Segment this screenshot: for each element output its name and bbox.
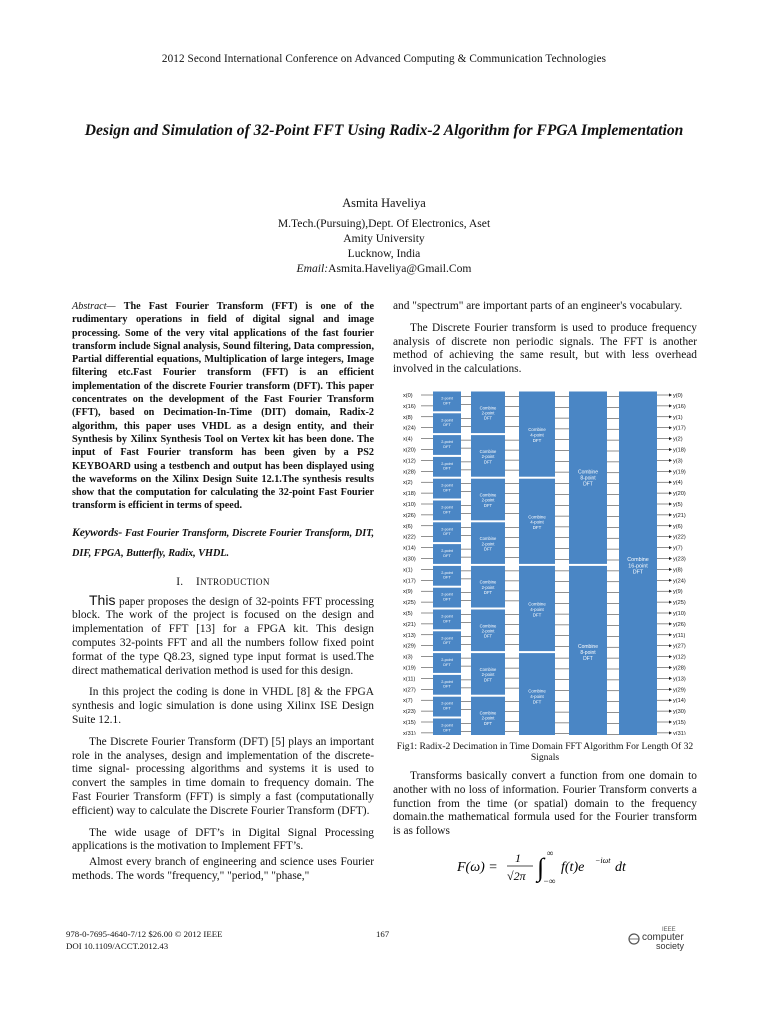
output-label: y(4) [673, 480, 683, 487]
right-column [393, 300, 697, 891]
output-label: y(18) [673, 447, 686, 454]
section-title-first: I [196, 575, 201, 588]
fft-diagram [401, 385, 691, 735]
input-label: x(16) [403, 403, 416, 410]
input-label: x(31) [403, 730, 416, 735]
footer-isbn: 978-0-7695-4640-7/12 $26.00 © 2012 IEEE [66, 929, 223, 939]
output-label: y(12) [673, 654, 686, 661]
input-label: x(22) [403, 534, 416, 541]
output-label: y(21) [673, 512, 686, 519]
output-label: y(27) [673, 643, 686, 650]
output-label: y(15) [673, 719, 686, 726]
output-arrow-icon [669, 437, 672, 440]
output-arrow-icon [669, 502, 672, 505]
fourier-formula [393, 847, 697, 891]
output-arrow-icon [669, 426, 672, 429]
formula-upper-limit: ∞ [547, 847, 554, 858]
stage1-dft-label: 2-point DFT [441, 461, 453, 471]
formula-numerator: 1 [515, 850, 521, 865]
output-arrow-icon [669, 644, 672, 647]
affiliation-university: Amity University [343, 232, 425, 245]
output-label: y(14) [673, 698, 686, 705]
output-label: y(5) [673, 501, 683, 508]
keywords-label: Keywords- [72, 525, 123, 539]
formula-integral: ∫ [537, 852, 545, 882]
stage3-combine-label: Combine 4-point DFT [528, 601, 546, 618]
output-arrow-icon [669, 491, 672, 494]
output-arrow-icon [669, 448, 672, 451]
output-label: y(3) [673, 458, 683, 465]
stage2-combine-label: Combine 2-point DFT [479, 623, 497, 639]
intro-first-word: This [89, 591, 116, 608]
stage3-combine-label: Combine 4-point DFT [528, 688, 546, 705]
formula-lhs: F(ω) = [457, 859, 498, 875]
output-arrow-icon [669, 404, 672, 407]
author-name: Asmita Haveliya [342, 196, 426, 210]
output-label: y(8) [673, 567, 683, 574]
formula-exponent: −iωt [595, 855, 611, 865]
input-label: x(6) [403, 523, 413, 530]
abstract-text: The Fast Fourier Transform (FFT) is one of the rudimentary operations in field of digital signal and image processing. Some of the very vital applications of the fast fourier transform include Signal analysis, Sound filtering, Data compression, Partial differential equations, Multiplication of large integers, Image filtering etc.Fast Fourier transform (FFT) is an efficient implementation of the discrete Fourier transform (DFT). This paper concentrates on the development of the Fast Fourier Transform (FFT), based on Decimation-In-Time (DIT) domain, Radix-2 algorithm, this paper uses VHDL as a design entity, and their Synthesis by Xilinx Synthesis Tool on Vertex kit has been done. The input of Fast Fourier transform has been given by a PS2 KEYBOARD using a testbench and output has been displayed using the waveforms on the Xilinx Design Suite 12.1.The synthesis results show that the computation for calculating the 32-point Fast Fourier transform is efficient in terms of speed. [72, 301, 374, 512]
logo-text-computer: computer [642, 932, 684, 943]
input-label: x(20) [403, 447, 416, 454]
output-arrow-icon [669, 481, 672, 484]
formula-denominator: √2π [507, 868, 526, 883]
page-number: 167 [376, 929, 390, 939]
input-label: x(7) [403, 698, 413, 705]
input-label: x(25) [403, 600, 416, 607]
stage1-dft-label: 2-point DFT [441, 636, 453, 646]
stage1-dft-label: 2-point DFT [441, 505, 453, 515]
stage2-combine-label: Combine 2-point DFT [479, 710, 497, 726]
output-label: y(1) [673, 414, 683, 421]
input-label: x(2) [403, 480, 413, 487]
output-label: y(10) [673, 610, 686, 617]
input-label: x(26) [403, 512, 416, 519]
output-arrow-icon [669, 611, 672, 614]
stage2-combine-label: Combine 2-point DFT [479, 666, 497, 683]
stage1-dft-label: 2-point DFT [441, 679, 453, 689]
intro-paragraph-5: Almost every branch of engineering and science uses Fourier methods. The words "frequency," "period," "phase," [72, 856, 374, 882]
output-arrow-icon [669, 535, 672, 538]
abstract [72, 300, 374, 513]
formula-dt: dt [615, 859, 626, 875]
section-title-rest: NTRODUCTION [200, 576, 270, 587]
right-paragraph-3: Transforms basically convert a function from one domain to another with no loss of information. Fourier Transform converts a function from the time (or spatial) domain to the frequency domain.the mathematical formula used for the Fourier transform is as follows [393, 769, 697, 838]
output-label: y(9) [673, 589, 683, 596]
formula-svg [445, 847, 645, 887]
stage1-dft-label: 2-point DFT [441, 570, 453, 580]
conference-header: 2012 Second International Conference on Advanced Computing & Communication Technologies [161, 53, 607, 65]
stage1-dft-label: 2-point DFT [441, 701, 453, 711]
footer-left [66, 929, 222, 952]
output-arrow-icon [669, 622, 672, 625]
logo-mark [628, 925, 698, 951]
figure-caption: Fig1: Radix-2 Decimation in Time Domain FFT Algorithm For Length Of 32 Signals [396, 740, 694, 764]
logo-text-ieee: IEEE [662, 927, 676, 933]
output-label: y(0) [673, 392, 683, 399]
output-label: y(29) [673, 687, 686, 694]
stage2-combine-label: Combine 2-point DFT [479, 448, 497, 465]
intro-paragraph-4: The wide usage of DFT’s in Digital Signal Processing applications is the motivation to Implement FFT’s. [72, 826, 374, 853]
output-arrow-icon [669, 415, 672, 418]
output-label: y(26) [673, 621, 686, 628]
stage1-dft-label: 2-point DFT [441, 440, 453, 449]
output-label: y(30) [673, 709, 686, 716]
paper-title: Design and Simulation of 32-Point FFT Using Radix-2 Algorithm for FPGA Implementation [84, 122, 684, 139]
intro-paragraph-3: The Discrete Fourier Transform (DFT) [5] plays an important role in the analyses, design and implementation of the discrete-time signal- processing algorithms and systems it is used to convert the samples in time domain to frequency domain. The Fast Fourier Transform (FFT) is simply a fast (computationally efficient) way to calculate the Discrete Fourier Transform (DFT). [72, 735, 374, 817]
stage2-combine-label: Combine 2-point DFT [479, 405, 497, 421]
stage2-combine-label: Combine 2-point DFT [479, 492, 497, 508]
output-label: y(17) [673, 425, 686, 432]
output-label: y(31) [673, 730, 686, 735]
input-label: x(12) [403, 458, 416, 465]
input-label: x(29) [403, 643, 416, 650]
output-label: y(13) [673, 676, 686, 683]
output-arrow-icon [669, 699, 672, 702]
stage1-dft-label: 2-point DFT [441, 658, 453, 667]
output-arrow-icon [669, 524, 672, 527]
output-arrow-icon [669, 709, 672, 712]
section-number: I. [176, 575, 184, 588]
input-label: x(1) [403, 567, 413, 574]
output-arrow-icon [669, 393, 672, 396]
input-label: x(9) [403, 589, 413, 596]
stage3-combine-label: Combine 4-point DFT [528, 514, 546, 531]
input-label: x(3) [403, 654, 413, 661]
output-label: y(28) [673, 665, 686, 672]
stage3-combine-label: Combine 4-point DFT [528, 427, 546, 443]
email-label: Email: [296, 262, 329, 275]
output-label: y(2) [673, 436, 683, 443]
input-label: x(4) [403, 436, 413, 443]
output-label: y(20) [673, 491, 686, 498]
input-label: x(24) [403, 425, 416, 432]
stage2-combine-label: Combine 2-point DFT [479, 536, 497, 552]
intro-paragraph-2: In this project the coding is done in VHDL [8] & the FPGA synthesis and logic simulation is done using Xilinx ISE Design Suite 12.1. [72, 686, 374, 726]
input-label: x(14) [403, 545, 416, 552]
stage1-dft-label: 2-point DFT [441, 396, 453, 406]
input-label: x(11) [403, 676, 416, 683]
stage2-combine-label: Combine 2-point DFT [479, 579, 497, 596]
output-arrow-icon [669, 688, 672, 691]
output-label: y(11) [673, 632, 686, 639]
left-column [72, 300, 374, 892]
output-arrow-icon [669, 731, 672, 734]
logo-text-society: society [656, 941, 685, 951]
input-label: x(19) [403, 665, 416, 672]
intro-paragraph-1 [72, 591, 374, 679]
keywords-text: Fast Fourier Transform, Discrete Fourier Transform, DIT, DIF, FPGA, Butterfly, Radix, VHDL. [72, 527, 374, 559]
stage1-dft-label: 2-point DFT [441, 549, 453, 558]
output-label: y(6) [673, 523, 683, 530]
output-label: y(25) [673, 600, 686, 607]
affiliation-city: Lucknow, India [347, 247, 421, 260]
intro-paragraph-1-text: paper proposes the design of 32-points FFT processing block. The work of the project is focused on the design and implementation of FFT [13] for a FPGA kit. This design computes 32-points FFT and all the numbers follow fixed point format of the type Q8.23, signed type input format is used.The direct mathematical derivation method is used for this design. [72, 595, 374, 677]
output-arrow-icon [669, 633, 672, 636]
output-arrow-icon [669, 568, 672, 571]
output-label: y(23) [673, 556, 686, 563]
footer-doi: DOI 10.1109/ACCT.2012.43 [66, 940, 169, 951]
input-label: x(8) [403, 414, 413, 421]
ieee-computer-society-logo [628, 925, 698, 953]
affiliation-email-line [0, 261, 768, 276]
output-arrow-icon [669, 600, 672, 603]
output-arrow-icon [669, 666, 672, 669]
stage4-combine-label: Combine 8-point DFT [577, 469, 599, 488]
output-arrow-icon [669, 677, 672, 680]
input-label: x(28) [403, 469, 416, 476]
output-label: y(7) [673, 545, 683, 552]
output-arrow-icon [669, 470, 672, 473]
output-arrow-icon [669, 579, 672, 582]
stage4-combine-label: Combine 8-point DFT [577, 644, 599, 663]
input-label: x(27) [403, 687, 416, 694]
fft-figure [401, 385, 691, 735]
stage1-dft-label: 2-point DFT [441, 592, 453, 602]
output-label: y(22) [673, 534, 686, 541]
affiliation-block [0, 216, 768, 276]
input-label: x(23) [403, 709, 416, 716]
affiliation-dept: M.Tech.(Pursuing),Dept. Of Electronics, Aset [277, 217, 491, 230]
right-paragraph-2: The Discrete Fourier transform is used to produce frequency analysis of discrete non periodic signals. The FFT is another method of achieving the same result, but with less overhead involved in the calculations. [393, 321, 697, 376]
abstract-label: Abstract— [72, 301, 116, 312]
input-label: x(18) [403, 491, 416, 498]
stage1-dft-label: 2-point DFT [441, 614, 453, 624]
input-label: x(13) [403, 632, 416, 639]
output-label: y(19) [673, 469, 686, 476]
input-label: x(21) [403, 621, 416, 628]
section-heading-introduction [72, 576, 374, 590]
input-label: x(30) [403, 556, 416, 563]
stage1-dft-label: 2-point DFT [441, 723, 453, 733]
output-arrow-icon [669, 655, 672, 658]
formula-lower-limit: −∞ [543, 875, 556, 886]
input-label: x(0) [403, 392, 413, 399]
stage1-dft-label: 2-point DFT [441, 483, 453, 493]
email-address[interactable]: Asmita.Haveliya@Gmail.Com [328, 262, 472, 275]
stage1-dft-label: 2-point DFT [441, 527, 453, 537]
input-label: x(15) [403, 719, 416, 726]
stage5-combine-label: Combine 16-point DFT [627, 556, 649, 576]
output-arrow-icon [669, 546, 672, 549]
stage1-dft-label: 2-point DFT [441, 418, 453, 428]
output-label: y(24) [673, 578, 686, 585]
input-label: x(10) [403, 501, 416, 508]
output-label: y(16) [673, 403, 686, 410]
input-label: x(5) [403, 610, 413, 617]
output-arrow-icon [669, 590, 672, 593]
output-arrow-icon [669, 513, 672, 516]
output-arrow-icon [669, 557, 672, 560]
formula-body: f(t)e [561, 859, 585, 875]
output-arrow-icon [669, 720, 672, 723]
input-label: x(17) [403, 578, 416, 585]
right-paragraph-1: and "spectrum" are important parts of an engineer's vocabulary. [393, 300, 683, 312]
output-arrow-icon [669, 459, 672, 462]
keywords [72, 523, 374, 564]
